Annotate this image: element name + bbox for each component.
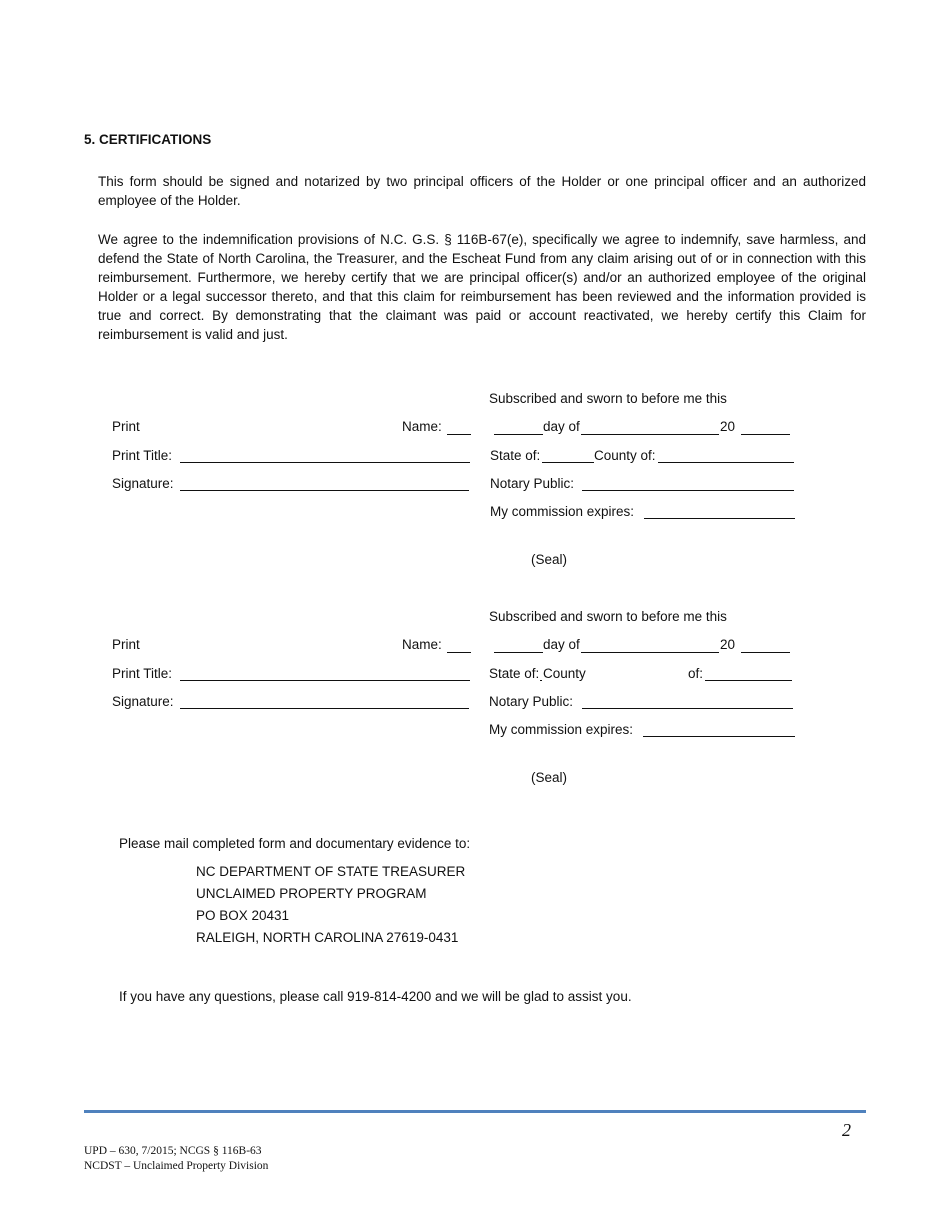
of-label: of:	[688, 666, 704, 681]
questions-text: If you have any questions, please call 919-814-4200 and we will be glad to assist you.	[119, 989, 632, 1004]
state-of-label: State of:	[489, 666, 540, 681]
commission-label: My commission expires:	[490, 504, 635, 519]
notary-public-label: Notary Public:	[490, 476, 575, 491]
year-prefix-label: 20	[720, 637, 736, 652]
day-of-label: day of	[543, 637, 580, 652]
agreement-paragraph: We agree to the indemnification provisions of N.C. G.S. § 116B-67(e), specifically we agree to indemnify, save harmless, and defend the State of North Carolina, the Treasurer, and the Escheat Fund from any claim arising out of or in connection with this reimbursement. Furthermore, we hereby certify that we are principal officer(s) and/or an authorized employee of the original Holder or a legal successor thereto, and that this claim for reimbursement has been reviewed and the information provided is true and correct. By demonstrating that the claimant was paid or account reactivated, we hereby certify this Claim for reimbursement is valid and just.	[98, 232, 866, 342]
address-line: PO BOX 20431	[196, 908, 290, 923]
state-field[interactable]	[540, 680, 542, 681]
seal-label: (Seal)	[531, 770, 568, 785]
year-field[interactable]	[741, 434, 790, 435]
signature-field[interactable]	[180, 708, 469, 709]
subscribed-text: Subscribed and sworn to before me this	[489, 609, 727, 624]
county-field[interactable]	[705, 680, 792, 681]
section-heading: 5. CERTIFICATIONS	[84, 132, 212, 147]
signature-field[interactable]	[180, 490, 469, 491]
signature-label: Signature:	[112, 694, 174, 709]
county-of-label: County of:	[594, 448, 656, 463]
commission-field[interactable]	[644, 518, 795, 519]
print-title-label: Print Title:	[112, 666, 173, 681]
commission-field[interactable]	[643, 736, 795, 737]
division-name: NCDST – Unclaimed Property Division	[84, 1160, 269, 1172]
notary-public-field[interactable]	[582, 490, 794, 491]
print-title-label: Print Title:	[112, 448, 173, 463]
page-number: 2	[842, 1120, 851, 1140]
month-field[interactable]	[581, 434, 719, 435]
mail-instruction: Please mail completed form and documentary evidence to:	[119, 836, 471, 851]
year-field[interactable]	[741, 652, 790, 653]
address-line: UNCLAIMED PROPERTY PROGRAM	[196, 886, 427, 901]
footer-rule	[84, 1110, 866, 1113]
address-line: RALEIGH, NORTH CAROLINA 27619-0431	[196, 930, 459, 945]
county-field[interactable]	[658, 462, 794, 463]
notary-public-label: Notary Public:	[489, 694, 574, 709]
name-field[interactable]	[447, 434, 471, 435]
county-label: County	[543, 666, 586, 681]
print-title-field[interactable]	[180, 462, 470, 463]
seal-label: (Seal)	[531, 552, 568, 567]
form-id: UPD – 630, 7/2015; NCGS § 116B-63	[84, 1145, 262, 1157]
signature-label: Signature:	[112, 476, 174, 491]
name-field[interactable]	[447, 652, 471, 653]
state-field[interactable]	[542, 462, 594, 463]
month-field[interactable]	[581, 652, 719, 653]
name-label: Name:	[402, 637, 442, 652]
print-label: Print	[112, 419, 140, 434]
year-prefix-label: 20	[720, 419, 736, 434]
print-label: Print	[112, 637, 140, 652]
print-title-field[interactable]	[180, 680, 470, 681]
commission-label: My commission expires:	[489, 722, 634, 737]
day-field[interactable]	[494, 652, 543, 653]
notary-public-field[interactable]	[582, 708, 793, 709]
subscribed-text: Subscribed and sworn to before me this	[489, 391, 727, 406]
intro-paragraph: This form should be signed and notarized by two principal officers of the Holder or one principal officer and an authorized employee of the Holder.	[98, 174, 866, 208]
address-line: NC DEPARTMENT OF STATE TREASURER	[196, 864, 466, 879]
state-of-label: State of:	[490, 448, 541, 463]
name-label: Name:	[402, 419, 442, 434]
day-of-label: day of	[543, 419, 580, 434]
day-field[interactable]	[494, 434, 543, 435]
